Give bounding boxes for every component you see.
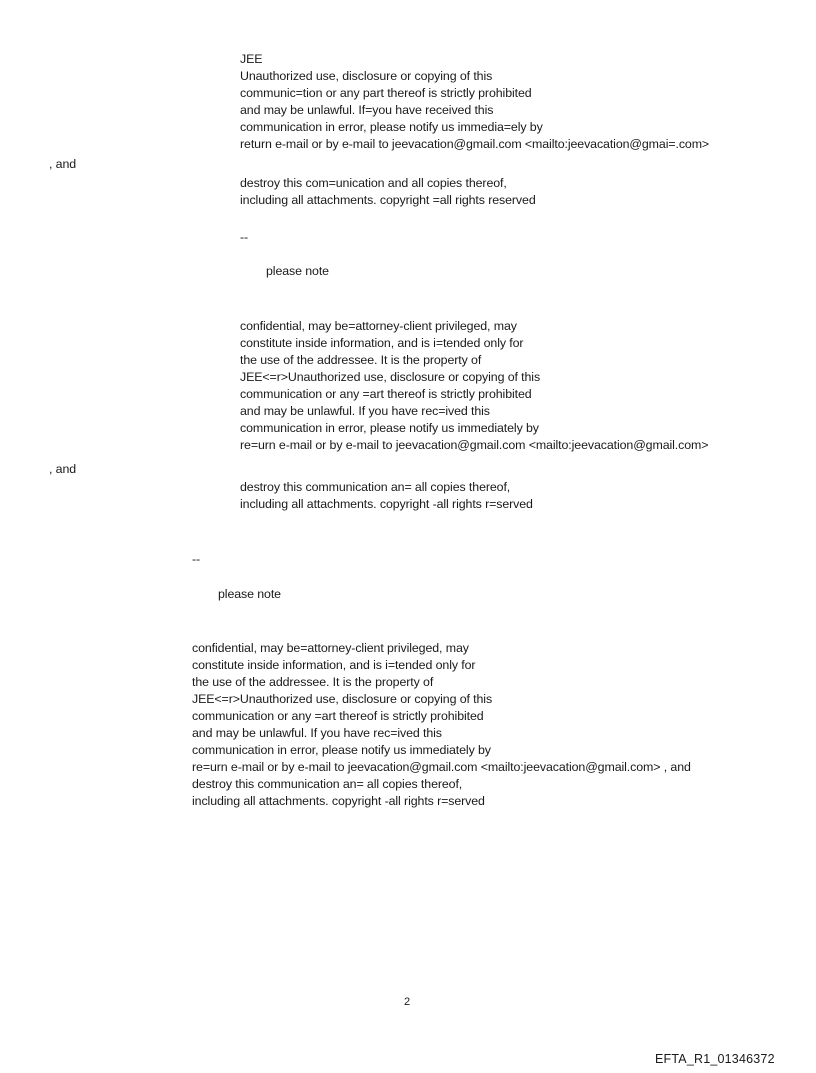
block1-line: return e-mail or by e-mail to jeevacation@gmail.com <mailto:jeevacation@gmai=.com> [240, 137, 710, 151]
block1-separator: -- [240, 230, 249, 244]
block3-line: the use of the addressee. It is the property of [192, 675, 434, 689]
block2-line: confidential, may be=attorney-client privileged, may [240, 319, 517, 333]
block1-line: and may be unlawful. If=you have received this [240, 103, 494, 117]
block2-line: communication or any =art thereof is strictly prohibited [240, 387, 532, 401]
block1-line: communication in error, please notify us immedia=ely by [240, 120, 543, 134]
block1-and-fragment: , and [49, 157, 77, 171]
block3-note: please note [218, 587, 281, 601]
block3-line: confidential, may be=attorney-client privileged, may [192, 641, 469, 655]
block2-line: re=urn e-mail or by e-mail to jeevacation@gmail.com <mailto:jeevacation@gmail.com> [240, 438, 709, 452]
block1-line: communic=tion or any part thereof is strictly prohibited [240, 86, 532, 100]
block2-line: JEE<=r>Unauthorized use, disclosure or copying of this [240, 370, 541, 384]
page-number: 2 [404, 996, 411, 1008]
block3-line: and may be unlawful. If you have rec=ived this [192, 726, 442, 740]
block1-tail-line: destroy this com=unication and all copies thereof, [240, 176, 507, 190]
block3-line: re=urn e-mail or by e-mail to jeevacation@gmail.com <mailto:jeevacation@gmail.com> , and [192, 760, 691, 774]
block3-line: destroy this communication an= all copies thereof, [192, 777, 463, 791]
block3-line: communication or any =art thereof is strictly prohibited [192, 709, 484, 723]
block2-tail-line: including all attachments. copyright -all rights r=served [240, 497, 533, 511]
block2-tail-line: destroy this communication an= all copies thereof, [240, 480, 511, 494]
block3-line: communication in error, please notify us immediately by [192, 743, 491, 757]
block2-line: and may be unlawful. If you have rec=ived this [240, 404, 490, 418]
block2-line: constitute inside information, and is i=tended only for [240, 336, 524, 350]
block1-line: JEE [240, 52, 263, 66]
block3-line: constitute inside information, and is i=tended only for [192, 658, 476, 672]
block1-note: please note [266, 264, 329, 278]
block2-and-fragment: , and [49, 462, 77, 476]
block3-line: including all attachments. copyright -all rights r=served [192, 794, 485, 808]
block1-line: Unauthorized use, disclosure or copying of this [240, 69, 493, 83]
block2-line: communication in error, please notify us immediately by [240, 421, 539, 435]
block3-line: JEE<=r>Unauthorized use, disclosure or copying of this [192, 692, 493, 706]
block3-separator: -- [192, 552, 201, 566]
block2-line: the use of the addressee. It is the property of [240, 353, 482, 367]
block1-tail-line: including all attachments. copyright =all rights reserved [240, 193, 536, 207]
document-id: EFTA_R1_01346372 [655, 1052, 775, 1066]
